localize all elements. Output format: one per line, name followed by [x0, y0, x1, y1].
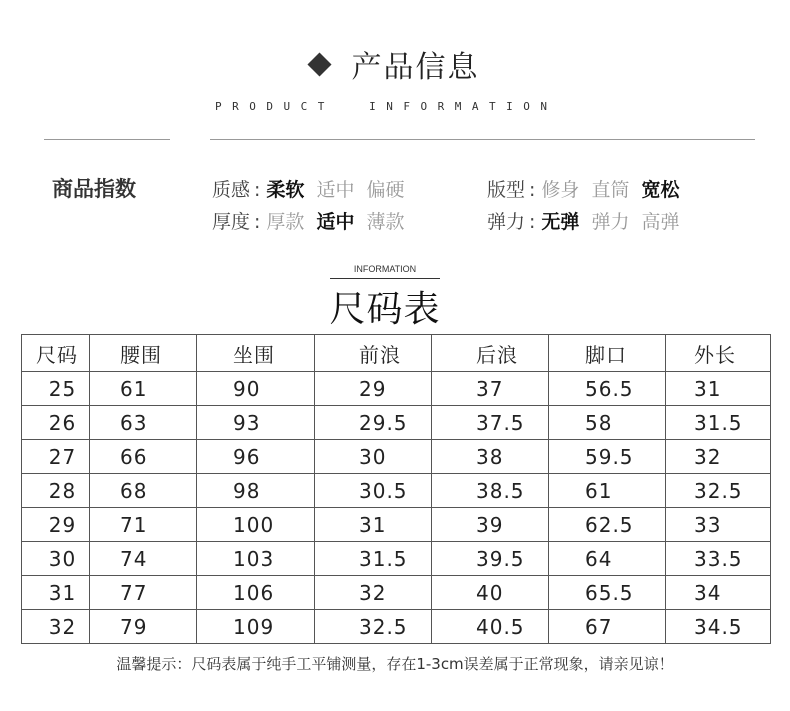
table-cell: 62.5	[549, 508, 666, 542]
attribute-name: 质感	[212, 179, 251, 201]
table-cell: 27	[22, 440, 90, 474]
table-cell: 106	[197, 576, 315, 610]
table-row	[22, 576, 771, 610]
table-cell: 32.5	[315, 610, 432, 644]
table-cell: 77	[90, 576, 197, 610]
table-cell: 39.5	[432, 542, 549, 576]
table-cell: 66	[90, 440, 197, 474]
table-cell: 39	[432, 508, 549, 542]
table-cell: 40.5	[432, 610, 549, 644]
table-cell: 65.5	[549, 576, 666, 610]
table-cell: 37.5	[432, 406, 549, 440]
column-header: 坐围	[197, 335, 315, 372]
table-cell: 40	[432, 576, 549, 610]
table-cell: 98	[197, 474, 315, 508]
table-cell: 29	[315, 372, 432, 406]
divider-left	[44, 139, 170, 140]
table-cell: 29.5	[315, 406, 432, 440]
attribute-texture	[212, 175, 416, 202]
table-cell: 30	[315, 440, 432, 474]
table-cell: 30.5	[315, 474, 432, 508]
column-header: 后浪	[432, 335, 549, 372]
table-row	[22, 508, 771, 542]
table-cell: 29	[22, 508, 90, 542]
table-cell: 64	[549, 542, 666, 576]
table-cell: 56.5	[549, 372, 666, 406]
table-cell: 71	[90, 508, 197, 542]
attribute-colon: :	[529, 211, 536, 233]
attribute-option: 偏硬	[366, 179, 405, 201]
attribute-option: 薄款	[366, 211, 405, 233]
table-row	[22, 406, 771, 440]
table-cell: 38.5	[432, 474, 549, 508]
table-cell: 58	[549, 406, 666, 440]
attribute-colon: :	[529, 179, 536, 201]
table-row	[22, 474, 771, 508]
table-cell: 33	[666, 508, 771, 542]
column-header: 尺码	[22, 335, 90, 372]
table-cell: 31	[315, 508, 432, 542]
table-cell: 67	[549, 610, 666, 644]
table-cell: 90	[197, 372, 315, 406]
column-header: 前浪	[315, 335, 432, 372]
attribute-option: 适中	[316, 179, 355, 201]
column-header: 脚口	[549, 335, 666, 372]
table-cell: 61	[549, 474, 666, 508]
table-cell: 31.5	[666, 406, 771, 440]
table-cell: 59.5	[549, 440, 666, 474]
table-row	[22, 542, 771, 576]
column-header: 腰围	[90, 335, 197, 372]
table-cell: 33.5	[666, 542, 771, 576]
column-header: 外长	[666, 335, 771, 372]
section-title-text: 产品信息	[351, 50, 480, 85]
attribute-name: 版型	[487, 179, 526, 201]
table-cell: 38	[432, 440, 549, 474]
table-cell: 109	[197, 610, 315, 644]
table-cell: 79	[90, 610, 197, 644]
table-cell: 103	[197, 542, 315, 576]
table-cell: 25	[22, 372, 90, 406]
table-cell: 74	[90, 542, 197, 576]
table-cell: 28	[22, 474, 90, 508]
attribute-option: 弹力	[591, 211, 630, 233]
attribute-name: 厚度	[212, 211, 251, 233]
diamond-icon	[307, 52, 331, 76]
table-cell: 37	[432, 372, 549, 406]
size-table	[21, 334, 771, 644]
table-cell: 34.5	[666, 610, 771, 644]
table-cell: 32	[666, 440, 771, 474]
table-cell: 32	[22, 610, 90, 644]
attribute-option: 适中	[316, 211, 355, 233]
attribute-option: 高弹	[641, 211, 680, 233]
section-subtitle: PRODUCT INFORMATION	[215, 100, 558, 113]
table-cell: 93	[197, 406, 315, 440]
attribute-fit	[487, 175, 691, 202]
table-cell: 30	[22, 542, 90, 576]
table-row	[22, 372, 771, 406]
attribute-elasticity	[487, 207, 691, 234]
size-chart-caption-rule	[330, 278, 440, 279]
table-cell: 26	[22, 406, 90, 440]
table-header-row	[22, 335, 771, 372]
attribute-option: 柔软	[266, 179, 305, 201]
table-cell: 63	[90, 406, 197, 440]
table-cell: 31.5	[315, 542, 432, 576]
product-index-label: 商品指数	[52, 177, 136, 201]
table-row	[22, 440, 771, 474]
table-cell: 32	[315, 576, 432, 610]
attribute-thickness	[212, 207, 416, 234]
attribute-option: 无弹	[541, 211, 580, 233]
attribute-colon: :	[254, 211, 261, 233]
attribute-option: 宽松	[641, 179, 680, 201]
attribute-colon: :	[254, 179, 261, 201]
table-cell: 61	[90, 372, 197, 406]
divider-right	[210, 139, 755, 140]
table-cell: 32.5	[666, 474, 771, 508]
table-cell: 68	[90, 474, 197, 508]
section-title	[0, 42, 790, 86]
table-cell: 31	[666, 372, 771, 406]
table-cell: 100	[197, 508, 315, 542]
footnote: 温馨提示：尺码表属于纯手工平铺测量，存在1-3cm误差属于正常现象，请亲见谅！	[116, 655, 674, 673]
table-cell: 34	[666, 576, 771, 610]
attribute-option: 修身	[541, 179, 580, 201]
size-chart-caption: INFORMATION	[353, 264, 417, 274]
attribute-name: 弹力	[487, 211, 526, 233]
size-chart-title: 尺码表	[329, 289, 441, 330]
table-cell: 96	[197, 440, 315, 474]
table-row	[22, 610, 771, 644]
attribute-option: 厚款	[266, 211, 305, 233]
attribute-option: 直筒	[591, 179, 630, 201]
table-cell: 31	[22, 576, 90, 610]
